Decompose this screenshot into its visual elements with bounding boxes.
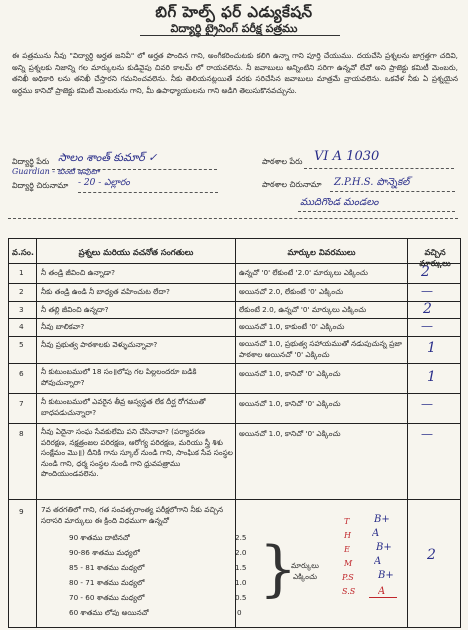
row-9-question: 7వ తరగతిలో గాని, గత సంవత్సరాంత్య పరీక్షలోగాని నీకు వచ్చిన సరాసరి మార్కులు ఈ క్రింది విధముగా ఉన్నచో: [41, 505, 224, 525]
row-4-no: 4: [19, 322, 24, 331]
header-question: ప్రశ్నలు మరియు వచనోత సంగతులు: [78, 247, 194, 257]
address-value[interactable]: - 20 - ఎల్లారం: [78, 178, 130, 188]
school-address-line-2: [298, 211, 455, 212]
row-line: [9, 423, 460, 424]
row-2-awarded[interactable]: —: [421, 284, 433, 298]
row-3-marks: లేకుంటే 2.0, ఉన్నచో '0' మార్కులు ఎక్కించు: [239, 305, 367, 314]
row-line: [9, 263, 460, 264]
row-5-question: నీవు ప్రభుత్వ పాఠశాలకు వెళ్ళుచున్నావా?: [41, 340, 158, 349]
row-5-no: 5: [19, 340, 24, 349]
row-7-question: నీ కుటుంబములో ఎవరైన తీవ్ర అస్వస్థత లేక దీర్ఘ రోగముతో బాధపడుచున్నారా?: [41, 397, 206, 417]
subject-letter: E: [344, 545, 350, 554]
col-divider-3: [407, 239, 408, 627]
instructions-paragraph: ఈ పత్రమును నీవు "విద్యార్థి అర్హత జనివీ" లో అర్హత పొందిన గాని, అంగీకరించుటకు కలిగి ఉన్నా గాని పూర్తి చేయుము. దయచేసి ప్రశ్నలను జాగ్రత్తగా చదివి, అన్ని ప్రశ్నలకు నిజాన్ని గల మార్కులను కుడివైపు చివరి కాలమ్ లో రాయవలెను. నీ జవాబులు అన్నింటిని సరిగా ఉన్నవో లేవో అని ప్రాజెక్టు కమిటీ మెంబరు, తనిఖీ అధికారి లను తనిఖీ చేస్తారని గమనించవలెను. నీకు తెలియనట్లయితే వరకు సరిచేసిన జవాబులు మాత్రమే వ్రాయవలెను. ఒకవేళ నీకు ఏ ప్రశ్నయైన అర్థము కానిచో ప్రాజెక్టు కమిటీ మెంబరును గాని, మీ ఉపాధ్యాయులను గాని అడిగి తెలుసుకొనవచ్చును.: [12, 51, 458, 95]
row-4-question: నీవు బాలికవా?: [41, 322, 85, 331]
student-name-value[interactable]: సాలం శాంత్ కుమార్ ✓: [58, 151, 158, 164]
page-title: బిగ్ హెల్ప్ ఫర్ ఎడ్యుకేషన్: [155, 3, 313, 21]
row-5-awarded[interactable]: 1: [427, 340, 436, 356]
subject-letter: T: [344, 517, 350, 526]
evaluation-table: [8, 238, 461, 628]
row-2-no: 2: [19, 287, 24, 296]
row-1-marks: ఉన్నచో '0' లేకుంటే '2.0' మార్కులు ఎక్కించు: [239, 268, 368, 277]
row-8-question: నీవు ఏదైనా సంఘ సేవకులేమి పని చేసినావా? (పర్యావరణ పరిరక్షణ, నక్షత్రంజల పరిరక్షణ, ఆరోగ్య పరిరక్షణ, మరియు స్త్రీ శిశు సంక్షేమం మొ॥) దీనికి గాను స్కూల్ నుండి గాని, సాంఘిక సేవ సంస్థల నుండి గాని, ధర్మ సంస్థల నుండి గాని ధ్రువపత్రాము పొందియుండవలెను.: [41, 427, 233, 478]
underline-mark: [369, 597, 397, 598]
row-1-no: 1: [19, 268, 24, 277]
grade-band-label: 90-86 శాతము మధ్యలో: [69, 548, 140, 557]
row-9-awarded[interactable]: 2: [427, 547, 436, 563]
row-9-no: 9: [19, 507, 24, 516]
header-no: వ.సం.: [12, 247, 34, 257]
section-divider: [8, 218, 458, 219]
row-5-marks: అయినచో 1.0, ప్రభుత్వ సహాయముతో నడుపుచున్న ప్రజా పాఠశాల అయినచో '0' ఎక్కించు: [239, 339, 402, 359]
row-line: [9, 301, 460, 302]
row-7-marks: అయినచో 1.0, కానిచో '0' ఎక్కించు: [239, 399, 341, 408]
row-2-question: నీకు తండ్రి ఉండి నీ బాధ్యత వహించుట లేదా?: [41, 287, 170, 296]
header-awarded: వచ్చిన మార్కులు: [419, 247, 451, 268]
address-line: [78, 192, 218, 193]
row-1-awarded[interactable]: 2: [421, 264, 430, 280]
grade-band-label: 90 శాతము దాటినచో: [69, 533, 130, 542]
row-4-awarded[interactable]: —: [421, 319, 433, 333]
school-address-label: పాఠశాల చిరునామా: [262, 180, 322, 189]
header-marks-detail: మార్కుల వివరములు: [287, 247, 356, 257]
row-7-awarded[interactable]: —: [421, 397, 433, 411]
subject-grade: B+: [374, 514, 390, 525]
row-line: [9, 499, 460, 500]
school-name-line: [304, 168, 454, 169]
subject-grade: A: [372, 528, 380, 539]
guardian-value[interactable]: Guardian - కుంటి ఇవుటా: [12, 167, 100, 176]
school-address-line: [330, 191, 455, 192]
grade-band-score: 2.0: [235, 548, 247, 557]
row-line: [9, 336, 460, 337]
subject-grade: A: [378, 586, 386, 597]
grade-band-score: 0: [237, 608, 242, 617]
subject-letter: M: [344, 559, 353, 568]
school-name-value[interactable]: VI A 1030: [314, 149, 380, 164]
subject-grade: B+: [376, 542, 392, 553]
grade-band-label: 85 - 81 శాతము మధ్యలో: [69, 563, 145, 572]
row-7-no: 7: [19, 399, 24, 408]
row-3-question: నీ తల్లి జీవించి ఉన్నదా?: [41, 305, 109, 314]
school-name-label: పాఠశాల పేరు: [262, 157, 303, 166]
row-line: [9, 318, 460, 319]
subject-letter: P.S: [342, 573, 354, 582]
row-6-awarded[interactable]: 1: [427, 369, 436, 385]
row-6-marks: అయినచో 1.0, కానిచో '0' ఎక్కించు: [239, 369, 341, 378]
grade-note: మార్కులు ఎక్కించు: [291, 561, 319, 581]
col-divider-1: [36, 239, 37, 627]
row-1-question: నీ తండ్రి జీవించి ఉన్నాడా?: [41, 268, 116, 277]
page-subtitle: విద్యార్థి ట్రైనింగ్ పరీక్ష పత్రము: [170, 22, 298, 35]
student-name-label: విద్యార్థి పేరు: [12, 157, 50, 166]
grade-band-score: 1.0: [235, 578, 247, 587]
grade-band-score: 0.5: [235, 593, 247, 602]
row-line: [9, 393, 460, 394]
subject-grade: B+: [378, 570, 394, 581]
subject-grade: A: [374, 556, 382, 567]
row-8-awarded[interactable]: —: [421, 427, 433, 441]
row-3-no: 3: [19, 305, 24, 314]
school-address-value-2[interactable]: ముదిగొండ మండలం: [300, 197, 379, 208]
row-8-no: 8: [19, 429, 24, 438]
grade-band-label: 80 - 71 శాతము మధ్యలో: [69, 578, 145, 587]
row-2-marks: అయినచో 2.0, లేకుంటే '0' ఎక్కించు: [239, 287, 344, 296]
row-3-awarded[interactable]: 2: [423, 301, 432, 317]
grade-band-score: 2.5: [235, 533, 247, 542]
subject-letter: H: [344, 531, 351, 540]
subject-letter: S.S: [342, 587, 356, 596]
row-line: [9, 283, 460, 284]
grade-band-label: 60 శాతము లోపు అయినచో: [69, 608, 149, 617]
row-8-marks: అయినచో 1.0, కానిచో '0' ఎక్కించు: [239, 429, 341, 438]
row-line: [9, 363, 460, 364]
grade-band-label: 70 - 60 శాతము మధ్యలో: [69, 593, 145, 602]
row-6-question: నీ కుటుంబములో 18 సం॥లోపు గల పిల్లలందరూ బడికి పోవుచున్నారా?: [41, 367, 197, 387]
grade-band-score: 1.5: [235, 563, 247, 572]
school-address-value[interactable]: Z.P.H.S. పొన్నెకల్: [334, 177, 410, 188]
address-label: విద్యార్థి చిరునామా: [12, 181, 69, 190]
title-underline: [140, 35, 340, 36]
row-4-marks: అయినచో 1.0, కాకుంటే '0' ఎక్కించు: [239, 322, 345, 331]
brace-icon: }: [259, 534, 298, 604]
row-6-no: 6: [19, 369, 24, 378]
